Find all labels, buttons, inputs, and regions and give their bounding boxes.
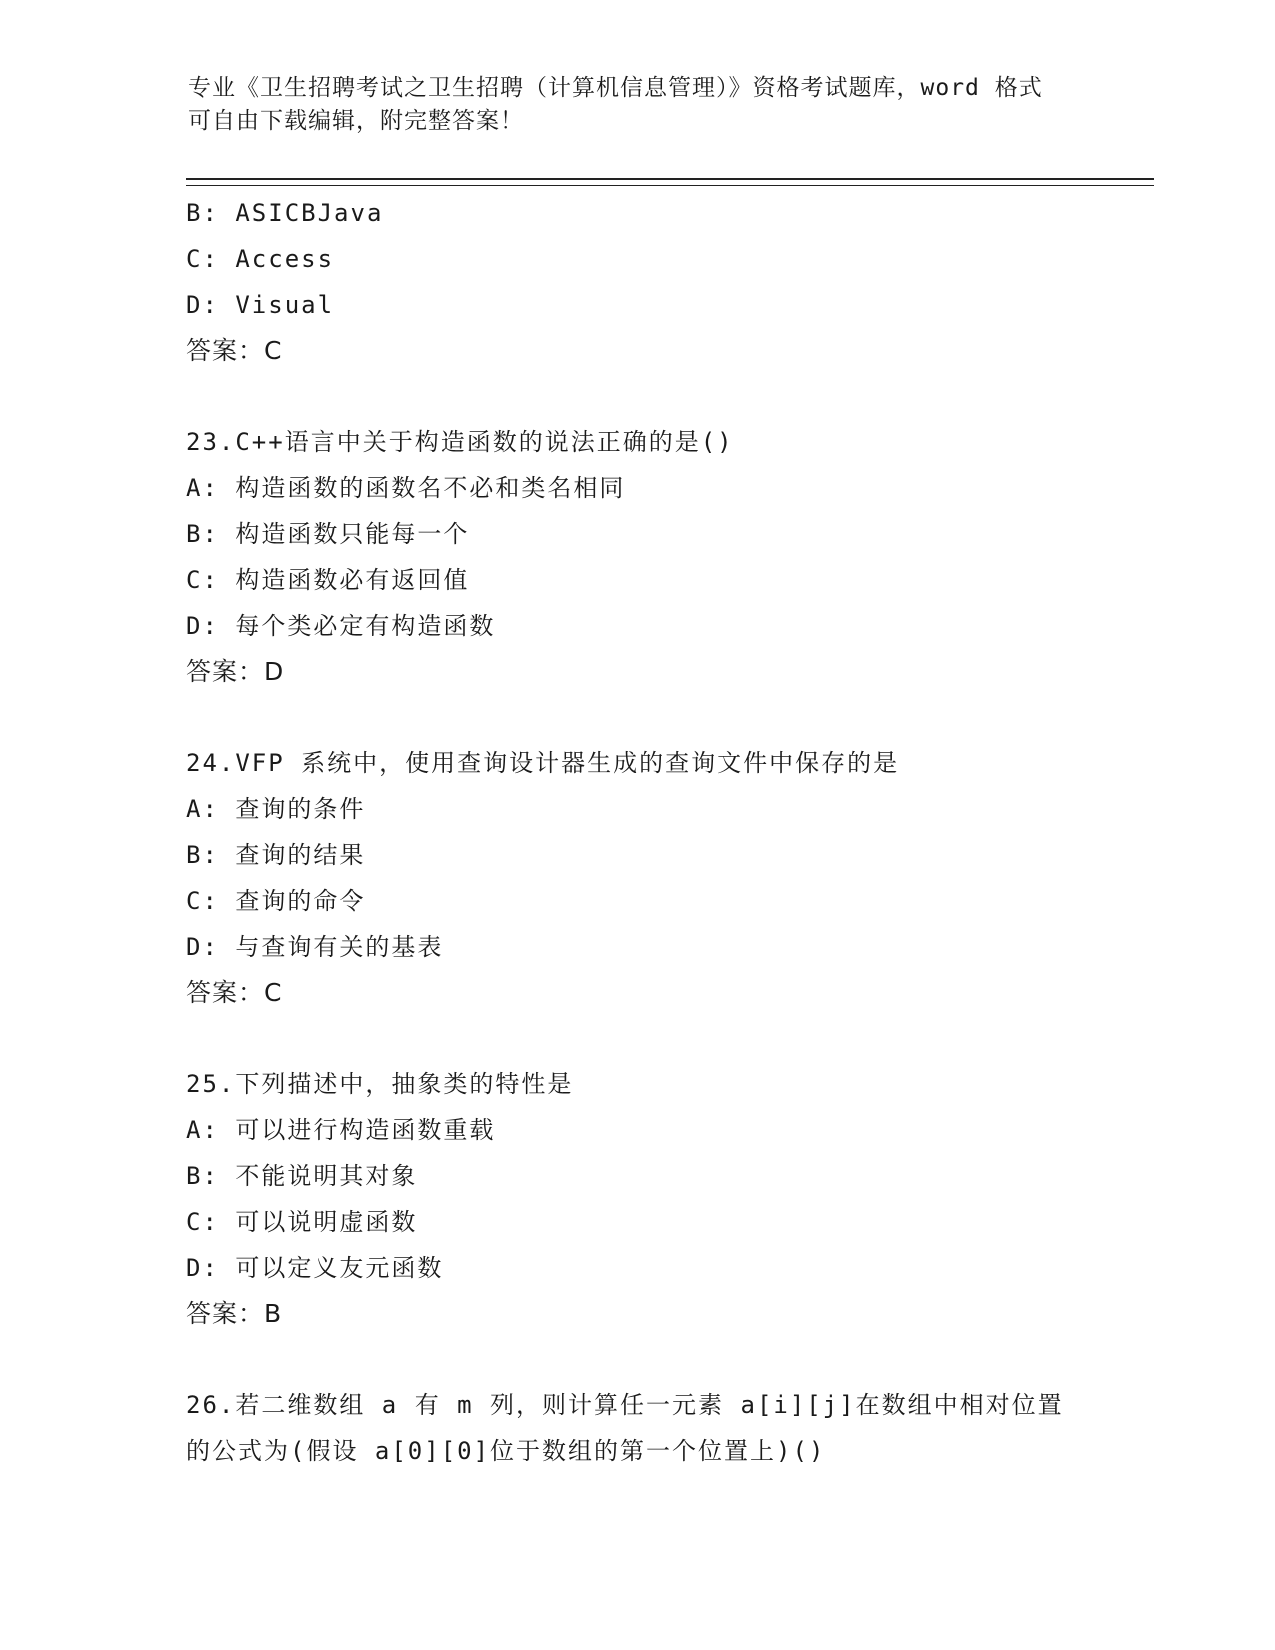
option-b: B: ASICBJava (186, 199, 384, 227)
option-d: D: 每个类必定有构造函数 (186, 612, 496, 640)
option-d: D: 可以定义友元函数 (186, 1254, 444, 1282)
document-body (186, 190, 1146, 1474)
question-text: 25.下列描述中，抽象类的特性是 (186, 1070, 574, 1098)
question-text-line-2: 的公式为(假设 a[0][0]位于数组的第一个位置上)() (186, 1437, 826, 1465)
option-b: B: 查询的结果 (186, 841, 366, 869)
answer: 答案：D (186, 657, 285, 686)
option-c: C: 构造函数必有返回值 (186, 566, 470, 594)
option-b: B: 构造函数只能每一个 (186, 520, 470, 548)
option-c: C: 查询的命令 (186, 887, 366, 915)
header-line-2: 可自由下载编辑，附完整答案！ (188, 108, 524, 134)
answer: 答案：C (186, 336, 283, 365)
question-text-line-1: 26.若二维数组 a 有 m 列，则计算任一元素 a[i][j]在数组中相对位置 (186, 1391, 1064, 1419)
question-26 (186, 1382, 1146, 1474)
answer: 答案：C (186, 978, 283, 1007)
question-25 (186, 1061, 1146, 1337)
option-c: C: Access (186, 245, 335, 273)
question-24 (186, 740, 1146, 1016)
option-d: D: 与查询有关的基表 (186, 933, 444, 961)
question-23 (186, 419, 1146, 695)
header-line-1: 专业《卫生招聘考试之卫生招聘（计算机信息管理）》资格考试题库，word 格式 (188, 75, 1043, 101)
question-text: 23.C++语言中关于构造函数的说法正确的是() (186, 428, 734, 456)
question-text: 24.VFP 系统中，使用查询设计器生成的查询文件中保存的是 (186, 749, 900, 777)
option-b: B: 不能说明其对象 (186, 1162, 418, 1190)
option-a: A: 可以进行构造函数重载 (186, 1116, 496, 1144)
option-a: A: 构造函数的函数名不必和类名相同 (186, 474, 626, 502)
option-d: D: Visual (186, 291, 335, 319)
question-22-continuation (186, 190, 1146, 374)
header-divider (186, 178, 1154, 186)
page-header (188, 72, 1088, 138)
answer: 答案：B (186, 1299, 283, 1328)
option-a: A: 查询的条件 (186, 795, 366, 823)
option-c: C: 可以说明虚函数 (186, 1208, 418, 1236)
